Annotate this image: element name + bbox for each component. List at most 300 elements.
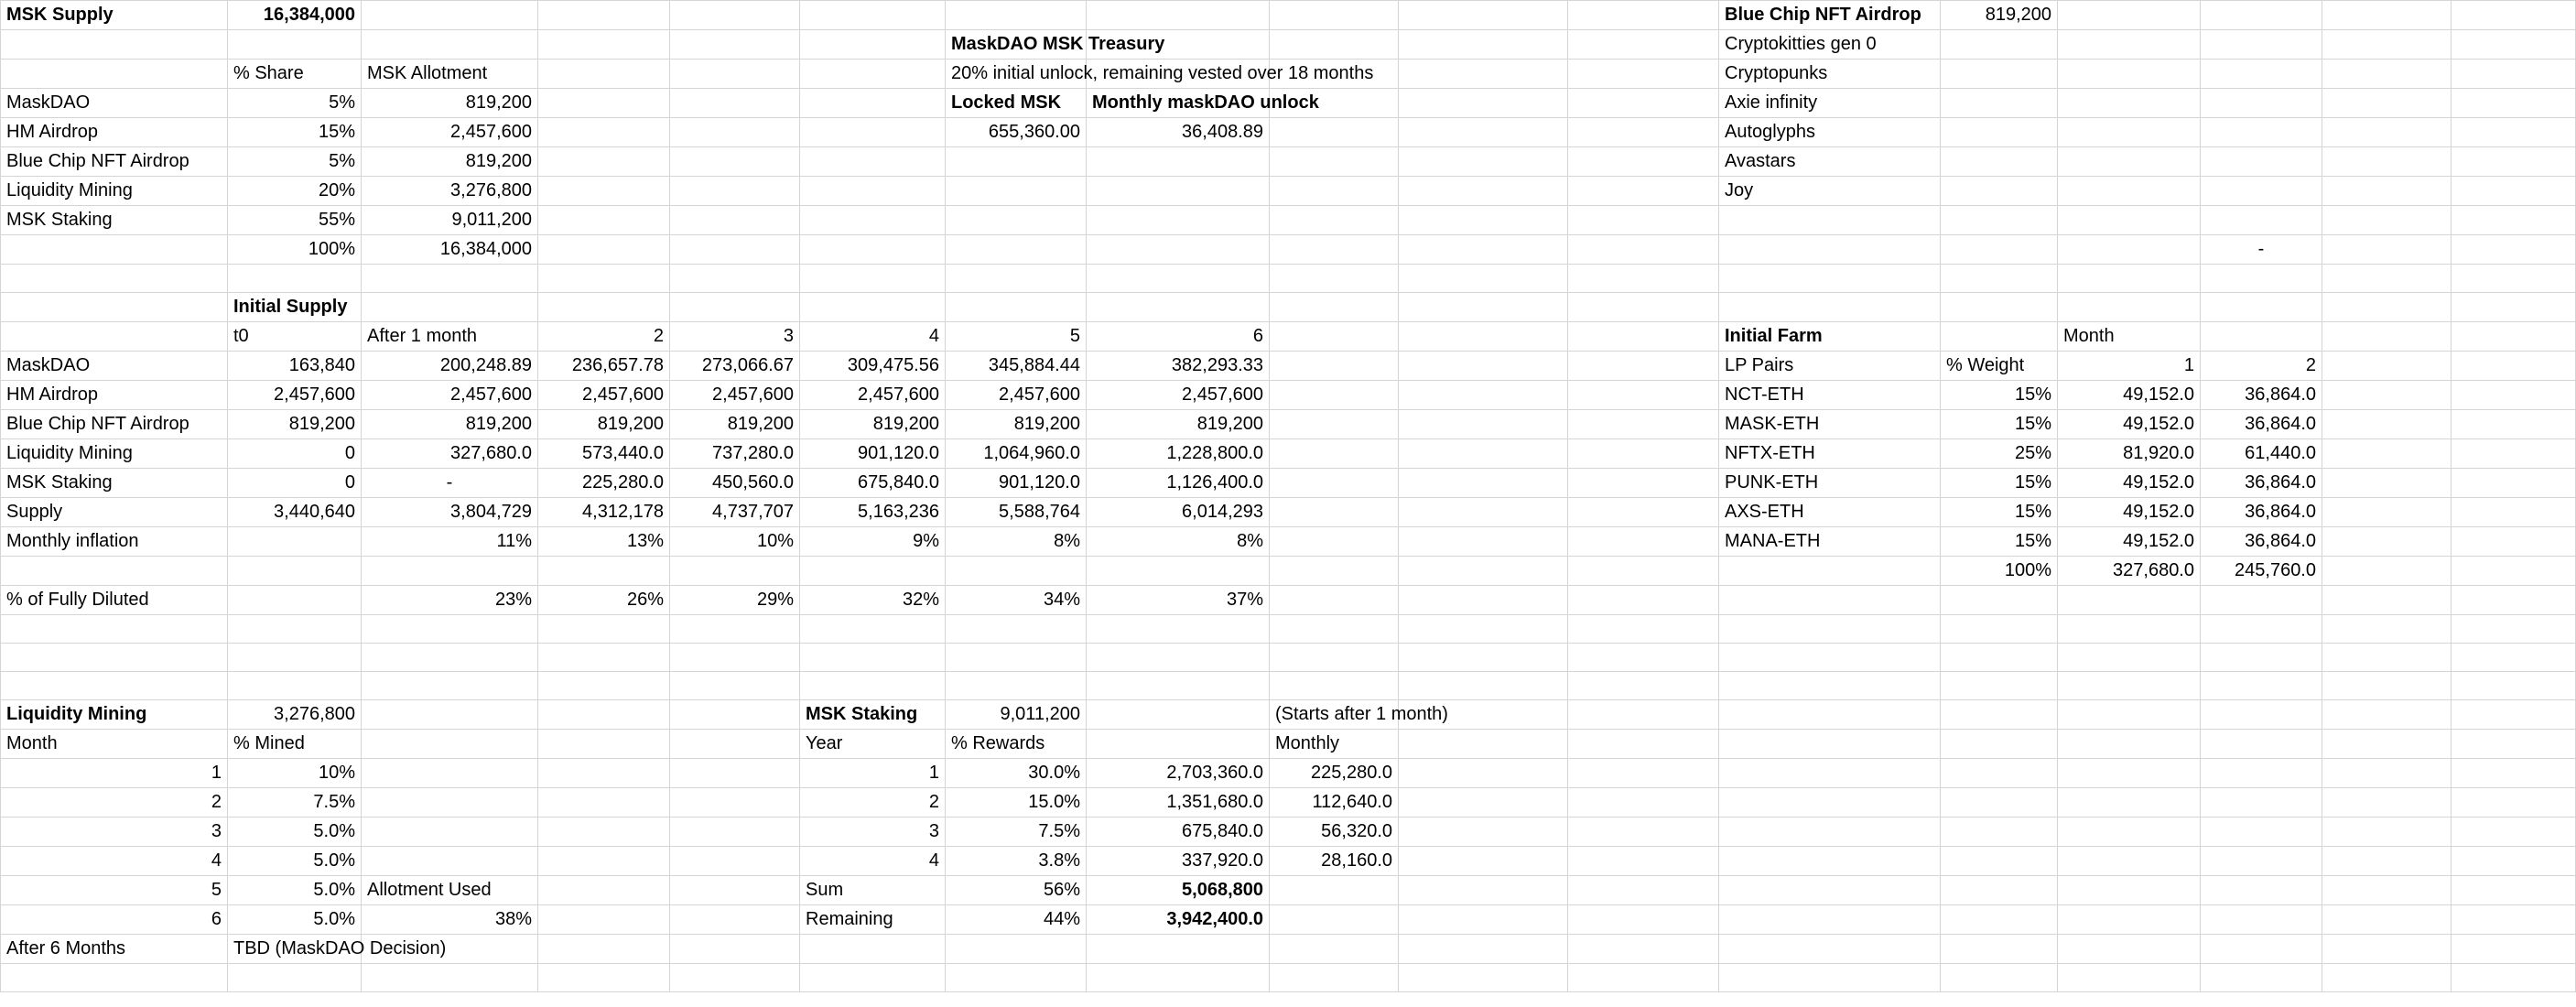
sheet-cell[interactable]: 36,408.89: [1087, 118, 1270, 147]
sheet-cell[interactable]: [1270, 469, 1399, 498]
sheet-cell[interactable]: [1719, 788, 1941, 818]
sheet-cell[interactable]: Blue Chip NFT Airdrop: [1719, 1, 1941, 30]
sheet-cell[interactable]: [2322, 672, 2452, 700]
sheet-cell[interactable]: 819,200: [228, 410, 362, 439]
sheet-cell[interactable]: [1, 265, 228, 293]
sheet-cell[interactable]: [2452, 498, 2576, 527]
sheet-cell[interactable]: [1941, 235, 2058, 265]
sheet-cell[interactable]: Autoglyphs: [1719, 118, 1941, 147]
sheet-cell[interactable]: [946, 1, 1087, 30]
sheet-cell[interactable]: [1568, 527, 1719, 557]
sheet-cell[interactable]: Month: [1, 730, 228, 759]
sheet-cell[interactable]: [1568, 847, 1719, 876]
sheet-cell[interactable]: [670, 293, 800, 322]
sheet-cell[interactable]: [538, 730, 670, 759]
sheet-cell[interactable]: [670, 818, 800, 847]
sheet-cell[interactable]: 6,014,293: [1087, 498, 1270, 527]
sheet-cell[interactable]: [228, 586, 362, 615]
sheet-cell[interactable]: 2,457,600: [1087, 381, 1270, 410]
sheet-cell[interactable]: [946, 293, 1087, 322]
sheet-cell[interactable]: [670, 89, 800, 118]
sheet-cell[interactable]: [1270, 1, 1399, 30]
sheet-cell[interactable]: [946, 615, 1087, 644]
sheet-cell[interactable]: [362, 672, 538, 700]
sheet-cell[interactable]: [1, 672, 228, 700]
sheet-cell[interactable]: 0: [228, 469, 362, 498]
sheet-cell[interactable]: [1941, 847, 2058, 876]
sheet-cell[interactable]: [1399, 964, 1568, 992]
sheet-cell[interactable]: 2,703,360.0: [1087, 759, 1270, 788]
sheet-cell[interactable]: [1270, 147, 1399, 177]
sheet-cell[interactable]: [1719, 730, 1941, 759]
sheet-cell[interactable]: 273,066.67: [670, 352, 800, 381]
sheet-cell[interactable]: NFTX-ETH: [1719, 439, 1941, 469]
sheet-cell[interactable]: 337,920.0: [1087, 847, 1270, 876]
sheet-cell[interactable]: [2452, 381, 2576, 410]
sheet-cell[interactable]: [1941, 206, 2058, 235]
sheet-cell[interactable]: [2322, 381, 2452, 410]
sheet-cell[interactable]: [1568, 322, 1719, 352]
sheet-cell[interactable]: [2322, 410, 2452, 439]
sheet-cell[interactable]: 7.5%: [946, 818, 1087, 847]
sheet-cell[interactable]: [946, 206, 1087, 235]
sheet-cell[interactable]: [2201, 935, 2322, 964]
sheet-cell[interactable]: 34%: [946, 586, 1087, 615]
sheet-cell[interactable]: [800, 206, 946, 235]
sheet-cell[interactable]: [800, 964, 946, 992]
sheet-cell[interactable]: 15%: [1941, 410, 2058, 439]
sheet-cell[interactable]: [2322, 788, 2452, 818]
sheet-cell[interactable]: [2201, 847, 2322, 876]
sheet-cell[interactable]: 2: [800, 788, 946, 818]
sheet-cell[interactable]: [2452, 615, 2576, 644]
sheet-cell[interactable]: [2322, 905, 2452, 935]
sheet-cell[interactable]: [2452, 905, 2576, 935]
sheet-cell[interactable]: 675,840.0: [1087, 818, 1270, 847]
sheet-cell[interactable]: [1087, 1, 1270, 30]
sheet-cell[interactable]: MSK Supply: [1, 1, 228, 30]
sheet-cell[interactable]: [538, 235, 670, 265]
sheet-cell[interactable]: 49,152.0: [2058, 527, 2201, 557]
sheet-cell[interactable]: [2201, 730, 2322, 759]
sheet-cell[interactable]: [2201, 147, 2322, 177]
sheet-cell[interactable]: 10%: [228, 759, 362, 788]
sheet-cell[interactable]: -: [2201, 235, 2322, 265]
sheet-cell[interactable]: 61,440.0: [2201, 439, 2322, 469]
sheet-cell[interactable]: 345,884.44: [946, 352, 1087, 381]
sheet-cell[interactable]: 163,840: [228, 352, 362, 381]
sheet-cell[interactable]: 5: [946, 322, 1087, 352]
sheet-cell[interactable]: 11%: [362, 527, 538, 557]
sheet-cell[interactable]: [1568, 788, 1719, 818]
sheet-cell[interactable]: [1719, 935, 1941, 964]
sheet-cell[interactable]: [800, 293, 946, 322]
sheet-cell[interactable]: [1270, 615, 1399, 644]
sheet-cell[interactable]: 8%: [946, 527, 1087, 557]
sheet-cell[interactable]: [2322, 964, 2452, 992]
sheet-cell[interactable]: Avastars: [1719, 147, 1941, 177]
sheet-cell[interactable]: [362, 30, 538, 60]
sheet-cell[interactable]: [946, 147, 1087, 177]
sheet-cell[interactable]: [1568, 586, 1719, 615]
sheet-cell[interactable]: [1399, 322, 1568, 352]
sheet-cell[interactable]: [800, 89, 946, 118]
sheet-cell[interactable]: 9%: [800, 527, 946, 557]
sheet-cell[interactable]: [1270, 30, 1399, 60]
sheet-cell[interactable]: [2322, 118, 2452, 147]
sheet-cell[interactable]: [1087, 147, 1270, 177]
sheet-cell[interactable]: 450,560.0: [670, 469, 800, 498]
sheet-cell[interactable]: [2058, 293, 2201, 322]
sheet-cell[interactable]: [1270, 293, 1399, 322]
sheet-cell[interactable]: MSK Staking: [1, 206, 228, 235]
sheet-cell[interactable]: [946, 964, 1087, 992]
sheet-cell[interactable]: [1941, 818, 2058, 847]
sheet-cell[interactable]: [1568, 147, 1719, 177]
sheet-cell[interactable]: [2322, 352, 2452, 381]
sheet-cell[interactable]: [2058, 935, 2201, 964]
sheet-cell[interactable]: [1568, 818, 1719, 847]
sheet-cell[interactable]: [362, 847, 538, 876]
sheet-cell[interactable]: [2322, 265, 2452, 293]
sheet-cell[interactable]: 225,280.0: [538, 469, 670, 498]
sheet-cell[interactable]: [2452, 586, 2576, 615]
sheet-cell[interactable]: [2322, 30, 2452, 60]
sheet-cell[interactable]: [1, 557, 228, 586]
sheet-cell[interactable]: [670, 265, 800, 293]
sheet-cell[interactable]: MSK Staking: [800, 700, 946, 730]
sheet-cell[interactable]: [2452, 322, 2576, 352]
sheet-cell[interactable]: [362, 964, 538, 992]
sheet-cell[interactable]: 819,200: [1087, 410, 1270, 439]
sheet-cell[interactable]: [1568, 60, 1719, 89]
sheet-cell[interactable]: 3: [800, 818, 946, 847]
sheet-cell[interactable]: [1568, 469, 1719, 498]
sheet-cell[interactable]: 15.0%: [946, 788, 1087, 818]
sheet-cell[interactable]: 100%: [228, 235, 362, 265]
sheet-cell[interactable]: [538, 935, 670, 964]
sheet-cell[interactable]: 49,152.0: [2058, 381, 2201, 410]
sheet-cell[interactable]: [1719, 615, 1941, 644]
sheet-cell[interactable]: Initial Farm: [1719, 322, 1941, 352]
sheet-cell[interactable]: [1941, 177, 2058, 206]
sheet-cell[interactable]: [362, 293, 538, 322]
sheet-cell[interactable]: [1, 235, 228, 265]
sheet-cell[interactable]: 901,120.0: [946, 469, 1087, 498]
sheet-cell[interactable]: 10%: [670, 527, 800, 557]
sheet-cell[interactable]: [1270, 527, 1399, 557]
sheet-cell[interactable]: [2058, 905, 2201, 935]
sheet-cell[interactable]: [2201, 672, 2322, 700]
sheet-cell[interactable]: 2,457,600: [670, 381, 800, 410]
sheet-cell[interactable]: (Starts after 1 month): [1270, 700, 1399, 730]
sheet-cell[interactable]: [2452, 876, 2576, 905]
sheet-cell[interactable]: [1568, 672, 1719, 700]
sheet-cell[interactable]: [2452, 118, 2576, 147]
sheet-cell[interactable]: 225,280.0: [1270, 759, 1399, 788]
sheet-cell[interactable]: [670, 206, 800, 235]
sheet-cell[interactable]: [2322, 935, 2452, 964]
sheet-cell[interactable]: [1568, 206, 1719, 235]
sheet-cell[interactable]: 655,360.00: [946, 118, 1087, 147]
sheet-cell[interactable]: 16,384,000: [228, 1, 362, 30]
sheet-cell[interactable]: [1270, 644, 1399, 672]
sheet-cell[interactable]: [2058, 1, 2201, 30]
sheet-cell[interactable]: [1, 615, 228, 644]
sheet-cell[interactable]: 20% initial unlock, remaining vested over 18 months: [946, 60, 1087, 89]
sheet-cell[interactable]: [800, 235, 946, 265]
sheet-cell[interactable]: [538, 147, 670, 177]
sheet-cell[interactable]: [1087, 935, 1270, 964]
sheet-cell[interactable]: 819,200: [538, 410, 670, 439]
sheet-cell[interactable]: [1568, 730, 1719, 759]
sheet-cell[interactable]: 819,200: [800, 410, 946, 439]
sheet-cell[interactable]: 13%: [538, 527, 670, 557]
sheet-cell[interactable]: [2058, 759, 2201, 788]
sheet-cell[interactable]: [800, 265, 946, 293]
sheet-cell[interactable]: 2,457,600: [362, 381, 538, 410]
sheet-cell[interactable]: [2452, 60, 2576, 89]
sheet-cell[interactable]: 3,276,800: [362, 177, 538, 206]
sheet-cell[interactable]: [1270, 935, 1399, 964]
sheet-cell[interactable]: [2201, 876, 2322, 905]
sheet-cell[interactable]: 819,200: [362, 410, 538, 439]
sheet-cell[interactable]: [1941, 293, 2058, 322]
sheet-cell[interactable]: [2058, 60, 2201, 89]
sheet-cell[interactable]: [670, 615, 800, 644]
sheet-cell[interactable]: [1270, 498, 1399, 527]
sheet-cell[interactable]: [1399, 905, 1568, 935]
sheet-cell[interactable]: [1399, 381, 1568, 410]
sheet-cell[interactable]: 1,351,680.0: [1087, 788, 1270, 818]
sheet-cell[interactable]: [2058, 235, 2201, 265]
sheet-cell[interactable]: 2: [538, 322, 670, 352]
sheet-cell[interactable]: [1568, 1, 1719, 30]
sheet-cell[interactable]: MSK Staking: [1, 469, 228, 498]
sheet-cell[interactable]: [1, 30, 228, 60]
sheet-cell[interactable]: 2,457,600: [800, 381, 946, 410]
sheet-cell[interactable]: [538, 1, 670, 30]
sheet-cell[interactable]: TBD (MaskDAO Decision): [228, 935, 362, 964]
sheet-cell[interactable]: [2058, 30, 2201, 60]
sheet-cell[interactable]: [2201, 322, 2322, 352]
sheet-cell[interactable]: [1568, 615, 1719, 644]
sheet-cell[interactable]: 819,200: [362, 89, 538, 118]
sheet-cell[interactable]: [2201, 759, 2322, 788]
sheet-cell[interactable]: 44%: [946, 905, 1087, 935]
sheet-cell[interactable]: [1568, 293, 1719, 322]
sheet-cell[interactable]: Sum: [800, 876, 946, 905]
sheet-cell[interactable]: [1087, 235, 1270, 265]
sheet-cell[interactable]: [670, 759, 800, 788]
sheet-cell[interactable]: [1941, 905, 2058, 935]
sheet-cell[interactable]: [538, 672, 670, 700]
sheet-cell[interactable]: [2322, 498, 2452, 527]
sheet-cell[interactable]: [2201, 206, 2322, 235]
sheet-cell[interactable]: [362, 759, 538, 788]
sheet-cell[interactable]: [1399, 89, 1568, 118]
sheet-cell[interactable]: MANA-ETH: [1719, 527, 1941, 557]
sheet-cell[interactable]: [1719, 905, 1941, 935]
sheet-cell[interactable]: Initial Supply: [228, 293, 362, 322]
sheet-cell[interactable]: [1399, 1, 1568, 30]
sheet-cell[interactable]: [2452, 788, 2576, 818]
sheet-cell[interactable]: [1399, 527, 1568, 557]
sheet-cell[interactable]: [1399, 586, 1568, 615]
sheet-cell[interactable]: [1399, 118, 1568, 147]
sheet-cell[interactable]: [1270, 206, 1399, 235]
sheet-cell[interactable]: 26%: [538, 586, 670, 615]
sheet-cell[interactable]: [1941, 265, 2058, 293]
sheet-cell[interactable]: [538, 700, 670, 730]
sheet-cell[interactable]: [1399, 30, 1568, 60]
sheet-cell[interactable]: [1941, 788, 2058, 818]
sheet-cell[interactable]: [538, 905, 670, 935]
sheet-cell[interactable]: 28,160.0: [1270, 847, 1399, 876]
sheet-cell[interactable]: [2201, 905, 2322, 935]
sheet-cell[interactable]: t0: [228, 322, 362, 352]
sheet-cell[interactable]: [1270, 876, 1399, 905]
sheet-cell[interactable]: [2452, 410, 2576, 439]
sheet-cell[interactable]: 6: [1, 905, 228, 935]
sheet-cell[interactable]: [946, 235, 1087, 265]
sheet-cell[interactable]: [2201, 1, 2322, 30]
sheet-cell[interactable]: 1: [800, 759, 946, 788]
sheet-cell[interactable]: 32%: [800, 586, 946, 615]
sheet-cell[interactable]: [2058, 177, 2201, 206]
sheet-cell[interactable]: 5.0%: [228, 818, 362, 847]
sheet-cell[interactable]: [1399, 644, 1568, 672]
sheet-cell[interactable]: [2058, 672, 2201, 700]
sheet-cell[interactable]: [1399, 788, 1568, 818]
sheet-cell[interactable]: [1719, 818, 1941, 847]
sheet-cell[interactable]: [2201, 177, 2322, 206]
sheet-cell[interactable]: [2452, 177, 2576, 206]
sheet-cell[interactable]: [670, 1, 800, 30]
sheet-cell[interactable]: [2322, 206, 2452, 235]
sheet-cell[interactable]: [1941, 60, 2058, 89]
sheet-cell[interactable]: [2322, 730, 2452, 759]
sheet-cell[interactable]: AXS-ETH: [1719, 498, 1941, 527]
sheet-cell[interactable]: [670, 644, 800, 672]
sheet-cell[interactable]: [1399, 672, 1568, 700]
sheet-cell[interactable]: 2,457,600: [946, 381, 1087, 410]
sheet-cell[interactable]: 37%: [1087, 586, 1270, 615]
sheet-cell[interactable]: 3,804,729: [362, 498, 538, 527]
sheet-cell[interactable]: [2322, 235, 2452, 265]
sheet-cell[interactable]: [1568, 265, 1719, 293]
sheet-cell[interactable]: [2058, 615, 2201, 644]
sheet-cell[interactable]: [362, 615, 538, 644]
sheet-cell[interactable]: [538, 177, 670, 206]
sheet-cell[interactable]: [2322, 439, 2452, 469]
sheet-cell[interactable]: 4: [800, 322, 946, 352]
sheet-cell[interactable]: [1, 964, 228, 992]
sheet-cell[interactable]: [1568, 381, 1719, 410]
sheet-cell[interactable]: [2322, 586, 2452, 615]
sheet-cell[interactable]: 4: [1, 847, 228, 876]
sheet-cell[interactable]: LP Pairs: [1719, 352, 1941, 381]
sheet-cell[interactable]: [1568, 498, 1719, 527]
sheet-cell[interactable]: [1568, 439, 1719, 469]
sheet-cell[interactable]: [1399, 818, 1568, 847]
sheet-cell[interactable]: [800, 60, 946, 89]
sheet-cell[interactable]: [1399, 759, 1568, 788]
sheet-cell[interactable]: Locked MSK: [946, 89, 1087, 118]
sheet-cell[interactable]: 49,152.0: [2058, 469, 2201, 498]
sheet-cell[interactable]: [1087, 557, 1270, 586]
sheet-cell[interactable]: [2322, 527, 2452, 557]
sheet-cell[interactable]: 1: [2058, 352, 2201, 381]
sheet-cell[interactable]: [1719, 759, 1941, 788]
sheet-cell[interactable]: [2452, 672, 2576, 700]
sheet-cell[interactable]: [1568, 352, 1719, 381]
sheet-cell[interactable]: [538, 557, 670, 586]
sheet-cell[interactable]: [2201, 788, 2322, 818]
sheet-cell[interactable]: [800, 30, 946, 60]
sheet-cell[interactable]: [670, 118, 800, 147]
sheet-cell[interactable]: [1941, 118, 2058, 147]
sheet-cell[interactable]: [1270, 410, 1399, 439]
sheet-cell[interactable]: [538, 89, 670, 118]
sheet-cell[interactable]: [2201, 700, 2322, 730]
sheet-cell[interactable]: [2322, 1, 2452, 30]
sheet-cell[interactable]: 0: [228, 439, 362, 469]
sheet-cell[interactable]: [2201, 644, 2322, 672]
sheet-cell[interactable]: [1399, 177, 1568, 206]
sheet-cell[interactable]: [1399, 235, 1568, 265]
sheet-cell[interactable]: [538, 964, 670, 992]
sheet-cell[interactable]: [228, 557, 362, 586]
sheet-cell[interactable]: 15%: [1941, 527, 2058, 557]
sheet-cell[interactable]: [2201, 118, 2322, 147]
sheet-cell[interactable]: MASK-ETH: [1719, 410, 1941, 439]
sheet-cell[interactable]: [2058, 89, 2201, 118]
sheet-cell[interactable]: [2452, 293, 2576, 322]
sheet-cell[interactable]: [1, 644, 228, 672]
sheet-cell[interactable]: [800, 672, 946, 700]
sheet-cell[interactable]: [2322, 177, 2452, 206]
sheet-cell[interactable]: [800, 1, 946, 30]
sheet-cell[interactable]: HM Airdrop: [1, 118, 228, 147]
sheet-cell[interactable]: [538, 876, 670, 905]
sheet-cell[interactable]: [1719, 847, 1941, 876]
sheet-cell[interactable]: [1941, 147, 2058, 177]
sheet-cell[interactable]: 36,864.0: [2201, 498, 2322, 527]
sheet-cell[interactable]: 3,276,800: [228, 700, 362, 730]
sheet-cell[interactable]: 3,942,400.0: [1087, 905, 1270, 935]
sheet-cell[interactable]: [670, 905, 800, 935]
sheet-cell[interactable]: [1270, 235, 1399, 265]
sheet-cell[interactable]: Monthly: [1270, 730, 1399, 759]
sheet-cell[interactable]: [670, 60, 800, 89]
sheet-cell[interactable]: [538, 644, 670, 672]
sheet-cell[interactable]: [2452, 352, 2576, 381]
sheet-cell[interactable]: [1270, 265, 1399, 293]
sheet-cell[interactable]: [1941, 876, 2058, 905]
sheet-cell[interactable]: Blue Chip NFT Airdrop: [1, 147, 228, 177]
sheet-cell[interactable]: [2058, 847, 2201, 876]
sheet-cell[interactable]: [2322, 876, 2452, 905]
sheet-cell[interactable]: [2452, 439, 2576, 469]
sheet-cell[interactable]: [1719, 672, 1941, 700]
sheet-cell[interactable]: [1399, 410, 1568, 439]
sheet-cell[interactable]: -: [362, 469, 538, 498]
sheet-cell[interactable]: [670, 700, 800, 730]
sheet-cell[interactable]: [1941, 964, 2058, 992]
sheet-cell[interactable]: HM Airdrop: [1, 381, 228, 410]
sheet-cell[interactable]: [1399, 498, 1568, 527]
